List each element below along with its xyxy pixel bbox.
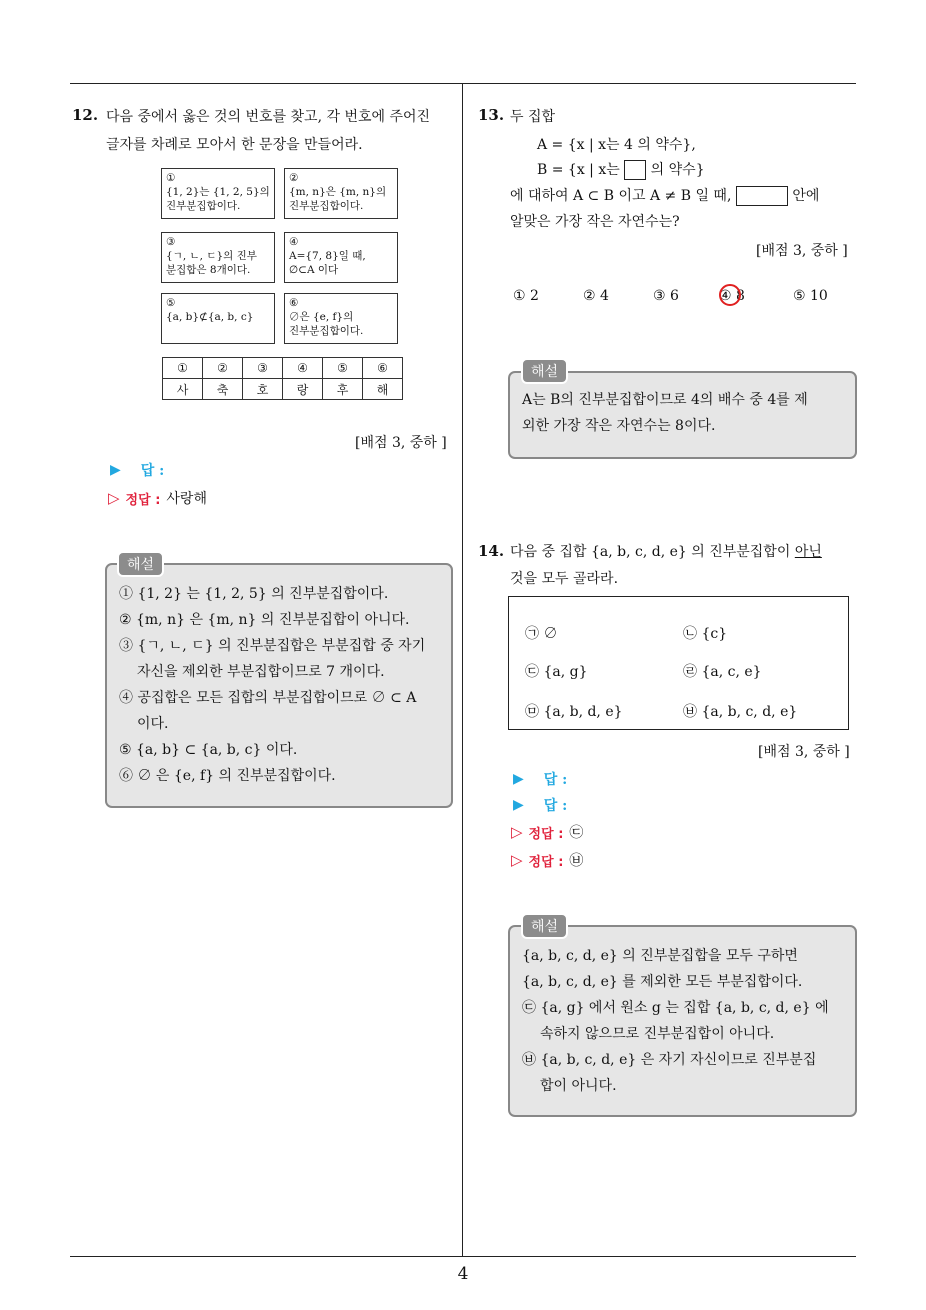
card-line: 진부분집합이다. — [289, 325, 364, 337]
answer-label: 답 : — [543, 798, 568, 814]
table-char: 해 — [363, 379, 403, 400]
answer-label: 답 : — [140, 463, 165, 479]
choice-3[interactable]: ③ 6 — [653, 288, 679, 304]
correct-value: ㉢ — [569, 825, 584, 841]
card-line: A={7, 8}일 때, — [289, 250, 366, 262]
choice-4[interactable]: ④ 8 — [719, 288, 745, 304]
q12-card-4 — [284, 232, 398, 283]
card-line: 진부분집합이다. — [289, 200, 364, 212]
column-divider — [462, 83, 463, 1256]
q12-correct-row — [108, 488, 207, 508]
answer-label: 답 : — [543, 772, 568, 788]
table-char: 사 — [163, 379, 203, 400]
table-num: ⑥ — [363, 358, 403, 379]
table-num: ⑤ — [323, 358, 363, 379]
correct-value: ㉥ — [569, 853, 584, 869]
condition-text: 에 대하여 A ⊂ B 이고 A ≠ B 일 때, — [510, 188, 732, 204]
option-6[interactable]: ㉥ {a, b, c, d, e} — [683, 704, 798, 720]
q12-card-3 — [161, 232, 275, 283]
q13-set-a: A = {x | x는 4 의 약수}, — [537, 137, 696, 153]
play-icon: ▶ — [513, 797, 524, 813]
q14-number: 14. — [478, 542, 505, 560]
table-num: ④ — [283, 358, 323, 379]
q13-number: 13. — [478, 106, 505, 124]
table-char: 축 — [203, 379, 243, 400]
card-line: {ㄱ, ㄴ, ㄷ}의 진부 — [166, 250, 257, 262]
q12-card-6 — [284, 293, 398, 344]
q14-text-line1 — [510, 538, 822, 566]
page-number: 4 — [457, 1264, 469, 1284]
correct-label: 정답 : — [528, 854, 564, 870]
exp-line: ⑥ ∅ 은 {e, f} 의 진부분집합이다. — [119, 768, 336, 784]
q13-explanation-box — [508, 371, 857, 459]
q14-text-line2: 것을 모두 골라라. — [510, 571, 619, 587]
choice-2[interactable]: ② 4 — [583, 288, 609, 304]
q14-options-box — [508, 596, 849, 730]
option-2[interactable]: ㉡ {c} — [683, 626, 728, 642]
exp-line: {a, b, c, d, e} 를 제외한 모든 부분집합이다. — [522, 974, 803, 990]
card-line: 진부분집합이다. — [166, 200, 241, 212]
table-char: 호 — [243, 379, 283, 400]
card-num: ④ — [289, 236, 299, 248]
q14-correct-row-1 — [511, 822, 583, 842]
top-rule — [70, 83, 856, 84]
option-3[interactable]: ㉢ {a, g} — [525, 664, 588, 680]
table-char: 후 — [323, 379, 363, 400]
play-icon: ▶ — [110, 462, 121, 478]
card-line: {1, 2}는 {1, 2, 5}의 — [166, 186, 270, 198]
exp-line: ① {1, 2} 는 {1, 2, 5} 의 진부분집합이다. — [119, 586, 389, 602]
card-line: {a, b}⊄{a, b, c} — [166, 311, 254, 323]
card-line: ∅은 {e, f}의 — [289, 311, 354, 323]
card-line: 분집합은 8개이다. — [166, 264, 251, 276]
q13-score: [배점 3, 중하 ] — [756, 243, 848, 259]
q12-card-1 — [161, 168, 275, 219]
q14-text-main: 다음 중 집합 {a, b, c, d, e} 의 진부분집합이 — [510, 544, 791, 560]
exp-line: 속하지 않으므로 진부분집합이 아니다. — [540, 1026, 775, 1042]
q14-explanation-tag: 해설 — [521, 913, 568, 939]
blank-box — [624, 160, 646, 180]
q13-title: 두 집합 — [510, 109, 556, 125]
bottom-rule — [70, 1256, 856, 1257]
exp-line: {a, b, c, d, e} 의 진부분집합을 모두 구하면 — [522, 948, 798, 964]
card-num: ⑤ — [166, 297, 176, 309]
condition-suffix: 안에 — [792, 188, 820, 204]
blank-rect — [736, 186, 788, 206]
q12-card-5 — [161, 293, 275, 344]
q12-word-table — [162, 357, 403, 400]
exp-line: 외한 가장 작은 자연수는 8이다. — [522, 418, 716, 434]
q12-text-line2: 글자를 차례로 모아서 한 문장을 만들어라. — [106, 137, 363, 153]
q12-explanation-box — [105, 563, 453, 808]
q12-score: [배점 3, 중하 ] — [355, 435, 447, 451]
exp-line: ③ {ㄱ, ㄴ, ㄷ} 의 진부분집합은 부분집합 중 자기 — [119, 638, 426, 654]
q14-explanation-box — [508, 925, 857, 1117]
play-outline-icon: ▷ — [511, 851, 523, 869]
set-b-suffix: 의 약수} — [650, 162, 705, 178]
card-num: ③ — [166, 236, 176, 248]
exp-line: 합이 아니다. — [540, 1078, 617, 1094]
q13-question: 알맞은 가장 작은 자연수는? — [510, 214, 680, 230]
correct-value: 사랑해 — [166, 491, 207, 507]
answer-circle-mark — [719, 284, 741, 306]
exp-line: 이다. — [137, 716, 169, 732]
option-1[interactable]: ㉠ ∅ — [525, 626, 558, 642]
exp-line: A는 B의 진부분집합이므로 4의 배수 중 4를 제 — [522, 392, 808, 408]
q12-number: 12. — [72, 106, 99, 124]
q13-explanation-tag: 해설 — [521, 358, 568, 384]
card-line: ∅⊂A 이다 — [289, 264, 339, 276]
card-num: ② — [289, 172, 299, 184]
set-b-prefix: B = {x | x는 — [537, 162, 620, 178]
exp-line: ㉢ {a, g} 에서 원소 g 는 집합 {a, b, c, d, e} 에 — [522, 1000, 829, 1016]
card-line: {m, n}은 {m, n}의 — [289, 186, 387, 198]
choice-5[interactable]: ⑤ 10 — [793, 288, 828, 304]
q14-score: [배점 3, 중하 ] — [758, 744, 850, 760]
play-outline-icon: ▷ — [511, 823, 523, 841]
play-outline-icon: ▷ — [108, 489, 120, 507]
table-num: ① — [163, 358, 203, 379]
play-icon: ▶ — [513, 771, 524, 787]
exp-line: ⑤ {a, b} ⊂ {a, b, c} 이다. — [119, 742, 298, 758]
q12-answer-row — [110, 460, 164, 480]
q12-explanation-tag: 해설 — [117, 551, 164, 577]
q14-answer-row-2 — [513, 795, 567, 815]
table-num: ② — [203, 358, 243, 379]
table-num: ③ — [243, 358, 283, 379]
exp-line: 자신을 제외한 부분집합이므로 7 개이다. — [137, 664, 385, 680]
q12-text-line1: 다음 중에서 옳은 것의 번호를 찾고, 각 번호에 주어진 — [106, 109, 431, 125]
card-num: ⑥ — [289, 297, 299, 309]
choice-1[interactable]: ① 2 — [513, 288, 539, 304]
q14-correct-row-2 — [511, 850, 583, 870]
correct-label: 정답 : — [528, 826, 564, 842]
option-4[interactable]: ㉣ {a, c, e} — [683, 664, 762, 680]
q13-condition — [510, 182, 819, 210]
exp-line: ㉥ {a, b, c, d, e} 은 자기 자신이므로 진부분집 — [522, 1052, 817, 1068]
q13-set-b — [537, 156, 705, 184]
exp-line: ④ 공집합은 모든 집합의 부분집합이므로 ∅ ⊂ A — [119, 690, 417, 706]
table-char: 랑 — [283, 379, 323, 400]
q12-card-2 — [284, 168, 398, 219]
q14-answer-row-1 — [513, 769, 567, 789]
exp-line: ② {m, n} 은 {m, n} 의 진부분집합이 아니다. — [119, 612, 410, 628]
q13-choices — [513, 288, 863, 304]
option-5[interactable]: ㉤ {a, b, d, e} — [525, 704, 623, 720]
q14-text-underlined: 아닌 — [794, 544, 822, 560]
correct-label: 정답 : — [125, 492, 161, 508]
card-num: ① — [166, 172, 176, 184]
